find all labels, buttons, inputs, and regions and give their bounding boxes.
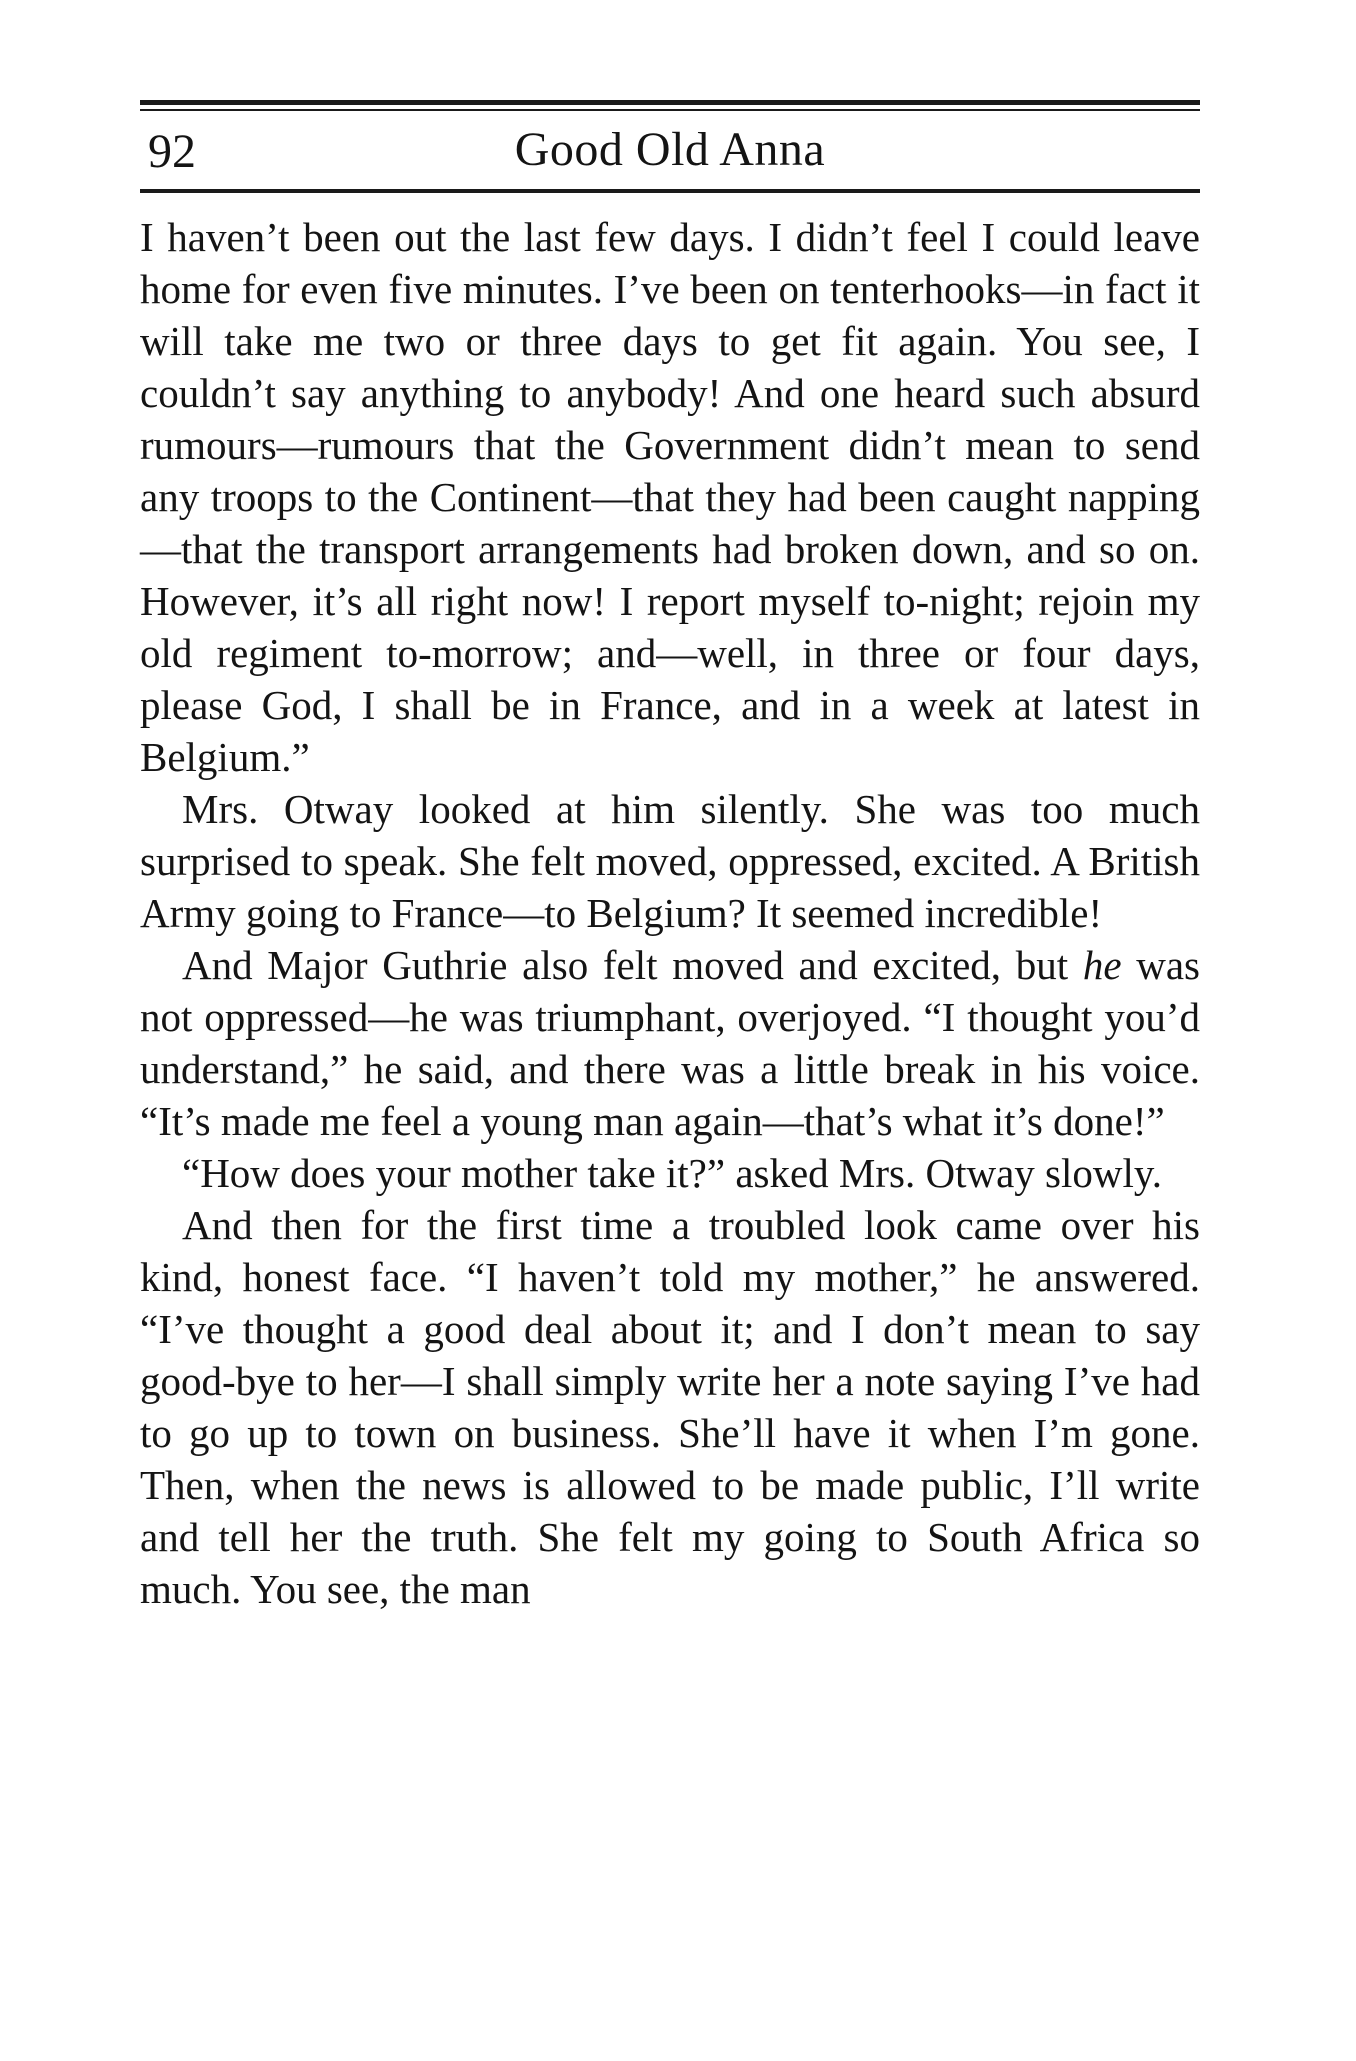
paragraph-4: “How does your mother take it?” asked Mrs. Otway slowly. bbox=[182, 1150, 1162, 1196]
emphasized-word: he bbox=[1082, 942, 1122, 988]
running-title: Good Old Anna bbox=[514, 123, 826, 176]
page-header bbox=[140, 111, 1200, 189]
header-rule bbox=[140, 189, 1200, 193]
body-text bbox=[140, 211, 1200, 1615]
top-rule-thick bbox=[140, 100, 1200, 105]
paragraph-2: Mrs. Otway looked at him silently. She was too much surprised to speak. She felt moved, oppressed, excited. A British Army going to France—to Belgium? It seemed incredible! bbox=[140, 786, 1200, 936]
paragraph-1: I haven’t been out the last few days. I didn’t feel I could leave home for even five minutes. I’ve been on tenterhooks—in fact it will take me two or three days to get fit again. You see, I couldn’t say anything to anybody! And one heard such absurd rumours—rumours that the Government didn’t mean to send any troops to the Continent—that they had been caught napping—that the transport arrangements had broken down, and so on. However, it’s all right now! I report myself to-night; rejoin my old regiment to-morrow; and—well, in three or four days, please God, I shall be in France, and in a week at latest in Belgium.” bbox=[140, 214, 1200, 780]
paragraph-3-end: was not oppressed—he was triumphant, overjoyed. “I thought you’d understand,” he said, and there was a little break in his voice. “It’s made me feel a young man again—that’s what it’s done!” bbox=[140, 942, 1201, 1144]
paragraph-3 bbox=[140, 939, 1200, 1147]
page-number: 92 bbox=[148, 125, 196, 178]
book-page bbox=[140, 100, 1200, 1615]
paragraph-3-start: And Major Guthrie also felt moved and excited, but bbox=[182, 942, 1083, 988]
paragraph-5: And then for the first time a troubled look came over his kind, honest face. “I haven’t told my mother,” he answered. “I’ve thought a good deal about it; and I don’t mean to say good-bye to her—I shall simply write her a note saying I’ve had to go up to town on business. She’ll have it when I’m gone. Then, when the news is allowed to be made public, I’ll write and tell her the truth. She felt my going to South Africa so much. You see, the man bbox=[140, 1202, 1200, 1612]
